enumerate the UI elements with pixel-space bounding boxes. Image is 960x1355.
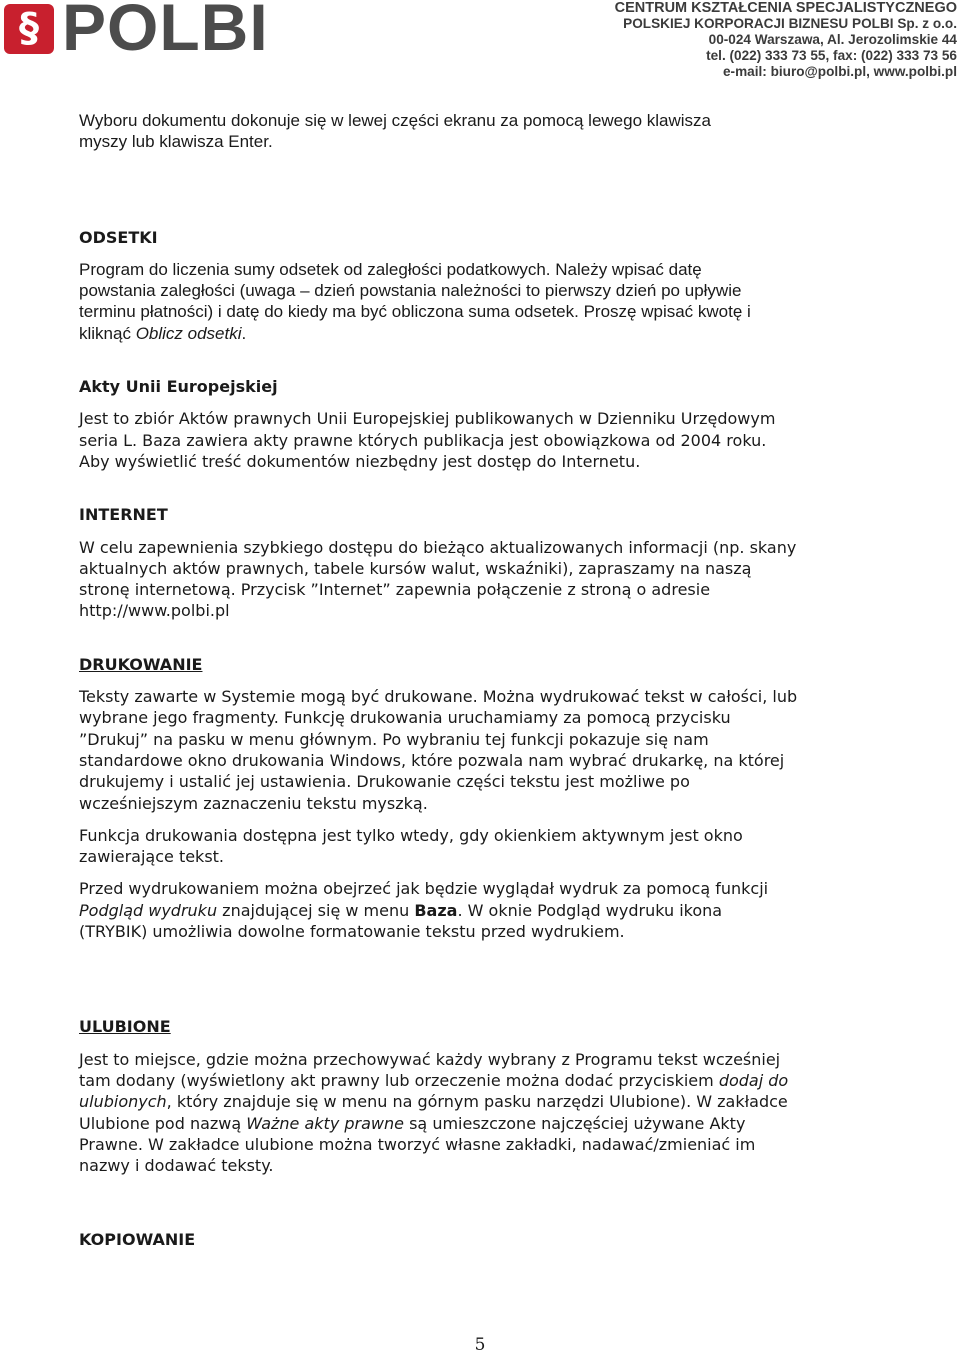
drukowanie-p3-mid: znajdującej się w menu — [217, 900, 415, 920]
akty-paragraph — [79, 408, 889, 472]
ulubione-line-1: Jest to miejsce, gdzie można przechowywać każdy wybrany z Programu tekst wcześniej — [79, 1049, 781, 1069]
odsetki-line-1: Program do liczenia sumy odsetek od zaległości podatkowych. Należy wpisać datę — [79, 259, 702, 279]
odsetki-paragraph — [79, 259, 889, 344]
page-number: 5 — [474, 1335, 486, 1355]
ulubione-paragraph — [79, 1049, 889, 1177]
odsetki-line-2: powstania zaległości (uwaga – dzień powstania należności to pierwszy dzień po upływie — [79, 281, 742, 301]
odsetki-heading: ODSETKI — [79, 227, 158, 247]
page-header — [0, 0, 960, 90]
odsetki-line-4-prefix: kliknąć — [79, 323, 136, 343]
drukowanie-paragraph-3 — [79, 878, 889, 942]
drukowanie-p2-line-1: Funkcja drukowania dostępna jest tylko wtedy, gdy okienkiem aktywnym jest okno — [79, 825, 743, 845]
akty-line-3: Aby wyświetlić treść dokumentów niezbędny jest dostęp do Internetu. — [79, 451, 641, 471]
contact-line-1: CENTRUM KSZTAŁCENIA SPECJALISTYCZNEGO — [614, 0, 957, 16]
ulubione-line-5: Prawne. W zakładce ulubione można tworzyć własne zakładki, nadawać/zmieniać im — [79, 1134, 756, 1154]
internet-line-3: stronę internetową. Przycisk ”Internet” zapewnia połączenie z stroną o adresie — [79, 580, 711, 600]
drukowanie-p3-line-2 — [79, 900, 889, 921]
ulubione-line-4 — [79, 1113, 889, 1134]
drukowanie-p1-line-4: standardowe okno drukowania Windows, które pozwala nam wybrać drukarkę, na której — [79, 750, 785, 770]
contact-line-3: 00-024 Warszawa, Al. Jerozolimskie 44 — [708, 32, 957, 47]
ulubione-line-6: nazwy i dodawać teksty. — [79, 1156, 274, 1176]
drukowanie-p3-line-3: (TRYBIK) umożliwia dowolne formatowanie tekstu przed wydrukiem. — [79, 922, 625, 942]
internet-url: http://www.polbi.pl — [79, 601, 230, 621]
drukowanie-p1-line-5: drukujemy i ustalić jej ustawienia. Drukowanie części tekstu jest możliwe po — [79, 772, 690, 792]
drukowanie-p3-end: . W oknie Podgląd wydruku ikona — [457, 900, 723, 920]
oblicz-odsetki-term: Oblicz odsetki — [135, 323, 242, 343]
ulubione-line-4-prefix: Ulubione pod nazwą — [79, 1113, 247, 1133]
wazne-akty-term: Ważne akty prawne — [246, 1113, 404, 1133]
drukowanie-p1-line-3: ”Drukuj” na pasku w menu głównym. Po wybraniu tej funkcji pokazuje się nam — [79, 729, 709, 749]
ulubione-line-2-prefix: tam dodany (wyświetlony akt prawny lub orzeczenie można dodać przyciskiem — [79, 1070, 719, 1090]
ulubione-line-4-suffix: są umieszczone najczęściej używane Akty — [404, 1113, 746, 1133]
ulubione-line-3 — [79, 1091, 889, 1112]
kopiowanie-heading: KOPIOWANIE — [79, 1230, 196, 1250]
logo-text: POLBI — [62, 0, 269, 64]
drukowanie-heading: DRUKOWANIE — [79, 654, 203, 674]
dodaj-do-term: dodaj do — [718, 1070, 789, 1090]
akty-line-1: Jest to zbiór Aktów prawnych Unii Europejskiej publikowanych w Dzienniku Urzędowym — [79, 409, 776, 429]
drukowanie-paragraph-2 — [79, 825, 889, 868]
logo-s-glyph: § — [19, 5, 39, 51]
intro-line-2: myszy lub klawisza Enter. — [79, 132, 273, 152]
intro-paragraph — [79, 110, 889, 153]
contact-line-4: tel. (022) 333 73 55, fax: (022) 333 73 56 — [706, 48, 957, 63]
ulubione-line-2 — [79, 1070, 889, 1091]
drukowanie-p1-line-6: wcześniejszym zaznaczeniu tekstu myszką. — [79, 793, 428, 813]
contact-line-5: e-mail: biuro@polbi.pl, www.polbi.pl — [722, 64, 957, 79]
internet-line-2: aktualnych aktów prawnych, tabele kursów walut, wskaźniki), zapraszamy na naszą — [79, 558, 752, 578]
document-body — [79, 110, 889, 1251]
drukowanie-p2-line-2: zawierające tekst. — [79, 847, 225, 867]
drukowanie-p1-line-2: wybrane jego fragmenty. Funkcję drukowania uruchamiamy za pomocą przycisku — [79, 708, 731, 728]
akty-heading: Akty Unii Europejskiej — [79, 377, 278, 397]
ulubionych-term: ulubionych — [79, 1092, 167, 1112]
contact-block — [615, 0, 957, 80]
polbi-logo-icon — [4, 4, 54, 54]
internet-line-1: W celu zapewnienia szybkiego dostępu do bieżąco aktualizowanych informacji (np. skany — [79, 537, 797, 557]
podglad-wydruku-term: Podgląd wydruku — [79, 900, 218, 920]
odsetki-line-3: terminu płatności) i datę do kiedy ma być obliczona suma odsetek. Proszę wpisać kwotę i — [79, 302, 751, 322]
drukowanie-paragraph-1 — [79, 686, 889, 814]
intro-line-1: Wyboru dokumentu dokonuje się w lewej części ekranu za pomocą lewego klawisza — [79, 111, 711, 130]
ulubione-line-3-suffix: , który znajduje się w menu na górnym pasku narzędzi Ulubione). W zakładce — [166, 1092, 788, 1112]
baza-menu-term: Baza — [414, 900, 458, 920]
odsetki-line-4 — [79, 323, 889, 344]
internet-heading: INTERNET — [79, 505, 168, 525]
odsetki-line-4-suffix: . — [241, 323, 247, 343]
drukowanie-p3-line-1: Przed wydrukowaniem można obejrzeć jak będzie wyglądał wydruk za pomocą funkcji — [79, 879, 769, 899]
akty-line-2: seria L. Baza zawiera akty prawne których publikacja jest obowiązkowa od 2004 roku. — [79, 430, 767, 450]
drukowanie-p1-line-1: Teksty zawarte w Systemie mogą być drukowane. Można wydrukować tekst w całości, lub — [79, 687, 798, 707]
internet-paragraph — [79, 537, 889, 622]
ulubione-heading: ULUBIONE — [79, 1017, 171, 1037]
contact-line-2: POLSKIEJ KORPORACJI BIZNESU POLBI Sp. z o.o. — [623, 16, 957, 31]
